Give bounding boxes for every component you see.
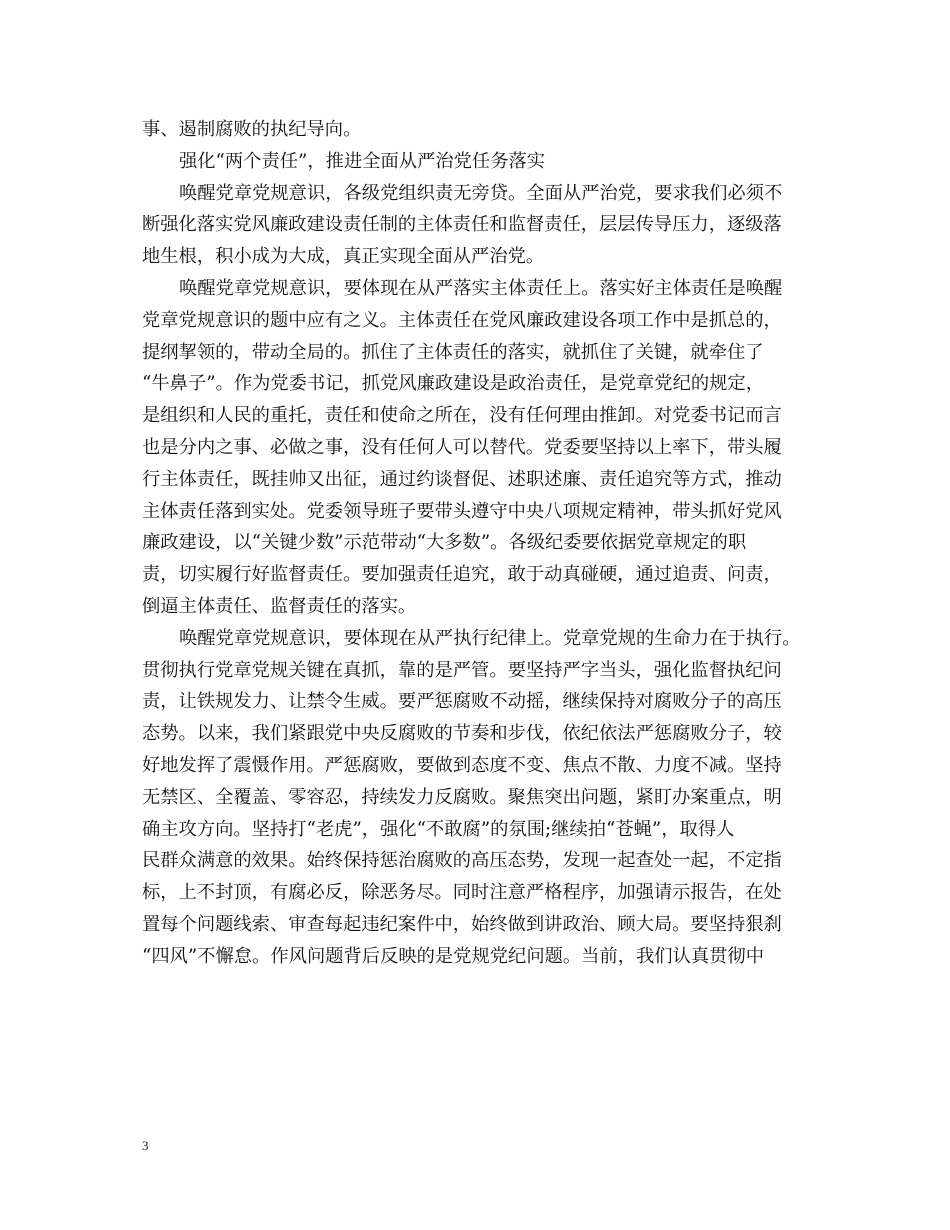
- text-line: 态势。以来，我们紧跟党中央反腐败的节奏和步伐，依纪依法严惩腐败分子，较: [142, 723, 782, 745]
- text-line: 断强化落实党风廉政建设责任制的主体责任和监督责任，层层传导压力，逐级落: [142, 214, 782, 236]
- text-line: 行主体责任，既挂帅又出征，通过约谈督促、述职述廉、责任追究等方式，推动: [142, 468, 782, 490]
- text-line: 置每个问题线索、审查每起违纪案件中，始终做到讲政治、顾大局。要坚持狠刹: [142, 913, 782, 935]
- text-line: 贯彻执行党章党规关键在真抓，靠的是严管。要坚持严字当头，强化监督执纪问: [142, 659, 782, 681]
- text-line: 责，切实履行好监督责任。要加强责任追究，敢于动真碰硬，通过追责、问责，: [142, 564, 782, 586]
- text-line: 倒逼主体责任、监督责任的落实。: [142, 595, 417, 617]
- page-number: 3: [142, 1138, 149, 1153]
- text-line: 民群众满意的效果。始终保持惩治腐败的高压态势，发现一起查处一起，不定指: [142, 850, 782, 872]
- text-line: 确主攻方向。坚持打“老虎”，强化“不敢腐”的氛围;继续拍“苍蝇”，取得人: [142, 818, 735, 840]
- text-line: 提纲挈领的，带动全局的。抓住了主体责任的落实，就抓住了关键，就牵住了: [142, 341, 764, 363]
- text-line: 唤醒党章党规意识，要体现在从严执行纪律上。党章党规的生命力在于执行。: [179, 627, 801, 649]
- text-line: 是组织和人民的重托，责任和使命之所在，没有任何理由推卸。对党委书记而言: [142, 405, 782, 427]
- text-line: “牛鼻子”。作为党委书记，抓党风廉政建设是政治责任，是党章党纪的规定，: [142, 373, 764, 395]
- text-line: 也是分内之事、必做之事，没有任何人可以替代。党委要坚持以上率下，带头履: [142, 436, 782, 458]
- document-body: [142, 114, 812, 973]
- text-line: 事、遏制腐败的执纪导向。: [142, 119, 362, 140]
- text-line: 地生根，积小成为大成，真正实现全面从严治党。: [142, 246, 545, 268]
- text-line: 唤醒党章党规意识，各级党组织责无旁贷。全面从严治党，要求我们必须不: [179, 182, 783, 204]
- text-line: 标，上不封顶，有腐必反，除恶务尽。同时注意严格程序，加强请示报告，在处: [142, 882, 782, 904]
- text-line: 党章党规意识的题中应有之义。主体责任在党风廉政建设各项工作中是抓总的，: [142, 309, 782, 331]
- text-line: 主体责任落到实处。党委领导班子要带头遵守中央八项规定精神，带头抓好党风: [142, 500, 782, 522]
- text-line: 责，让铁规发力、让禁令生威。要严惩腐败不动摇，继续保持对腐败分子的高压: [142, 691, 782, 713]
- text-line: 唤醒党章党规意识，要体现在从严落实主体责任上。落实好主体责任是唤醒: [179, 277, 783, 299]
- text-line: 廉政建设，以“关键少数”示范带动“大多数”。各级纪委要依据党章规定的职: [142, 532, 747, 554]
- text-line: “四风”不懈怠。作风问题背后反映的是党规党纪问题。当前，我们认真贯彻中: [142, 945, 764, 967]
- section-heading: 强化“两个责任”，推进全面从严治党任务落实: [179, 150, 546, 172]
- text-line: 无禁区、全覆盖、零容忍，持续发力反腐败。聚焦突出问题，紧盯办案重点，明: [142, 786, 782, 808]
- text-line: 好地发挥了震慑作用。严惩腐败，要做到态度不变、焦点不散、力度不减。坚持: [142, 754, 782, 776]
